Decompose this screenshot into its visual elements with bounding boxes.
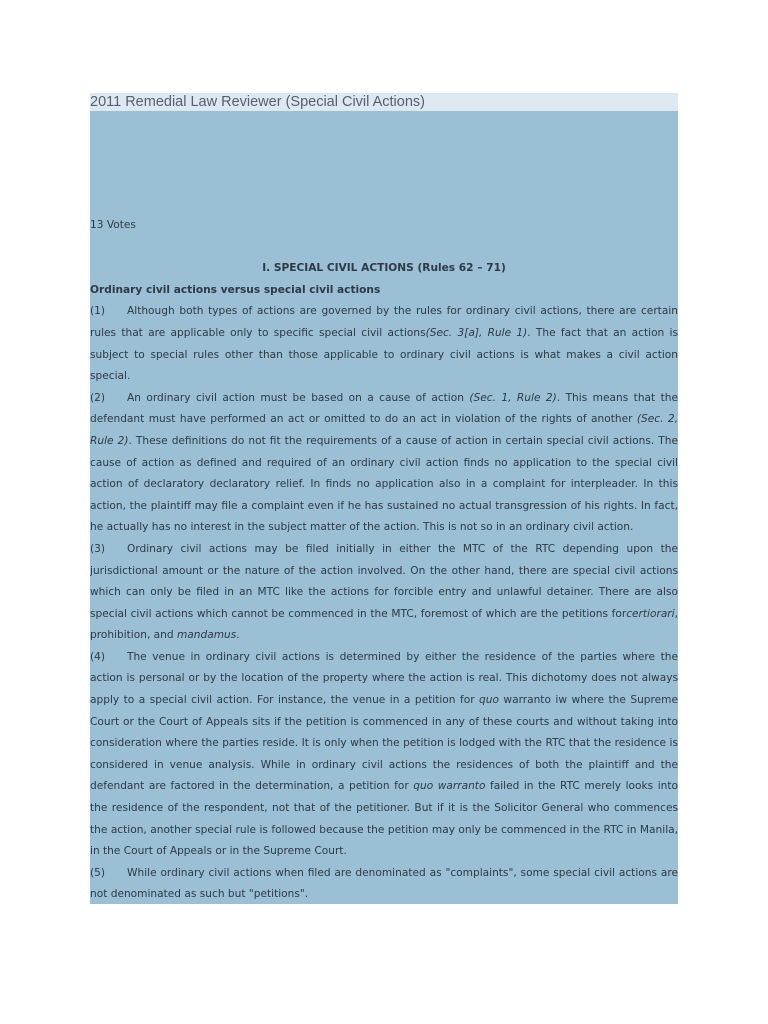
paragraph — [90, 539, 678, 647]
italic-text: mandamus — [176, 629, 237, 642]
paragraph-text: . The fact that an action is subject to special rules other than those applicable to ordinary civil actions is what makes a civil action special. — [90, 326, 678, 383]
paragraph-text: Although both types of actions are governed by the rules for ordinary civil actions, there are certain rules that are applicable only to specific special civil actions — [90, 305, 678, 339]
paragraph-text: While ordinary civil actions when filed are denominated as "complaints", some special civil actions are not denominated as such but "petitions". — [90, 866, 678, 901]
paragraph-text: , prohibition, and — [90, 607, 678, 642]
paragraph — [90, 301, 678, 387]
paragraph-number: (3) — [90, 542, 106, 555]
document-body — [90, 111, 678, 904]
italic-text: (Sec. 1, Rule 2) — [469, 391, 557, 404]
paragraph-list — [90, 301, 678, 904]
paragraph-text: . — [236, 629, 240, 642]
paragraph — [90, 647, 678, 863]
italic-text: (Sec. 3[a], Rule 1) — [425, 326, 528, 339]
paragraph-number: (2) — [90, 391, 106, 404]
paragraph-text: warranto iw where the Supreme Court or the Court of Appeals sits if the petition is commenced in any of these courts and without taking into consideration where the parties reside. It is only when the petition is lodged with the RTC that the residence is considered in venue analysis. While in ordinary civil actions the residences of both the plaintiff and the defendant are factored in the determination, a petition for — [90, 694, 678, 793]
paragraph-text: . This means that the defendant must have performed an act or omitted to do an act in violation of the rights of another — [90, 391, 678, 426]
paragraph-text: Ordinary civil actions may be filed initially in either the MTC of the RTC depending upon the jurisdictional amount or the nature of the action involved. On the other hand, there are special civil actions which can only be filed in an MTC like the actions for forcible entry and unlawful detainer. There are also special civil actions which cannot be commenced in the MTC, foremost of which are the petitions for — [90, 542, 678, 620]
section-subheading: Ordinary civil actions versus special civil actions — [90, 283, 381, 296]
italic-text: certiorari — [626, 607, 675, 620]
italic-text: quo — [479, 694, 499, 707]
document-page — [90, 93, 678, 904]
votes-count: 13 Votes — [90, 219, 136, 231]
paragraph-text: An ordinary civil action must be based on a cause of action — [127, 391, 470, 404]
paragraph-text: failed in the RTC merely looks into the residence of the respondent, not that of the petitioner. But if it is the Solicitor General who commences the action, another special rule is followed because the petition may only be commenced in the RTC in Manila, in the Court of Appeals or in the Supreme Court. — [90, 780, 678, 858]
paragraph-text: . These definitions do not fit the requirements of a cause of action in certain special civil actions. The cause of action as defined and required of an ordinary civil action finds no application to the special civil action of declaratory declaratory relief. In finds no application also in a complaint for interpleader. In this action, the plaintiff may file a complaint even if he has sustained no actual transgression of his rights. In fact, he actually has no interest in the subject matter of the action. This is not so in an ordinary civil action. — [90, 434, 678, 534]
paragraph-number: (5) — [90, 866, 106, 879]
paragraph — [90, 388, 678, 539]
section-heading: I. SPECIAL CIVIL ACTIONS (Rules 62 – 71) — [262, 262, 506, 275]
italic-text: (Sec. 2, Rule 2) — [90, 413, 678, 447]
paragraph-number: (4) — [90, 650, 106, 663]
paragraph-number: (1) — [90, 305, 106, 318]
paragraph-text: The venue in ordinary civil actions is determined by either the residence of the parties where the action is personal or by the location of the property where the action is real. This dichotomy does not always apply to a special civil action. For instance, the venue in a petition for — [90, 650, 678, 707]
italic-text: quo warranto — [413, 780, 486, 793]
paragraph — [90, 863, 678, 904]
document-title: 2011 Remedial Law Reviewer (Special Civil Actions) — [90, 93, 678, 111]
